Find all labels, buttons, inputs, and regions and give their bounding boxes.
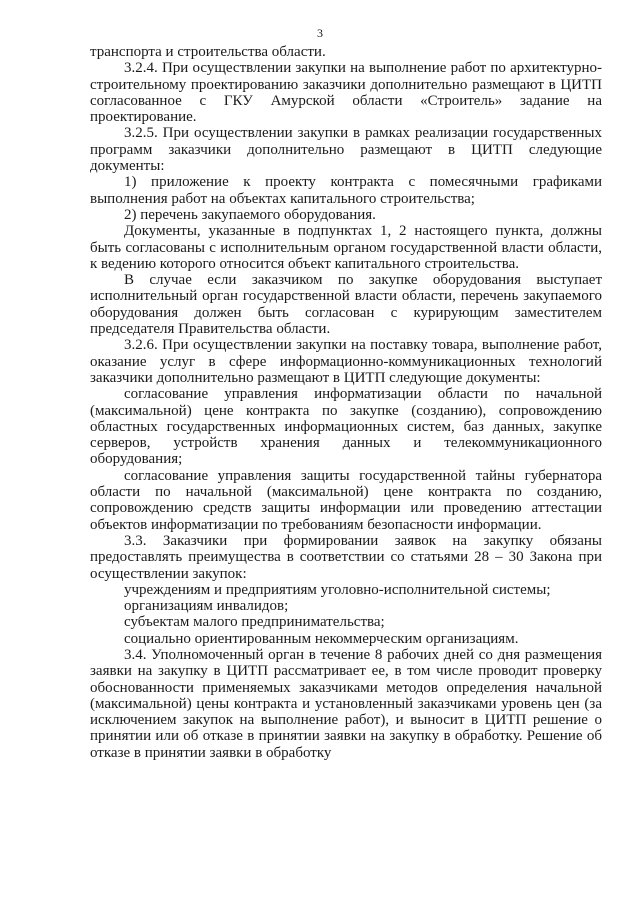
list-item-1: 1) приложение к проекту контракта с помесячными графиками выполнения работ на объектах капитального строительства; (90, 174, 602, 207)
paragraph-equipment-list: В случае если заказчиком по закупке оборудования выступает исполнительный орган государственной власти области, перечень закупаемого оборудования должен быть согласован с курирующим заместителем председателя Правительства области. (90, 272, 602, 338)
paragraph-3-3: 3.3. Заказчики при формировании заявок на закупку обязаны предоставлять преимущества в соответствии со статьями 28 – 30 Закона при осуществлении закупок: (90, 532, 602, 582)
paragraph-documents-approval: Документы, указанные в подпунктах 1, 2 настоящего пункта, должны быть согласованы с исполнительным органом государственной власти области, к ведению которого относится объект капитального строительства. (90, 223, 602, 272)
paragraph-3-2-5: 3.2.5. При осуществлении закупки в рамках реализации государственных программ заказчики дополнительно размещают в ЦИТП следующие документы: (90, 125, 602, 175)
list-item-penitentiary: учреждениям и предприятиям уголовно-исполнительной системы; (124, 581, 551, 598)
paragraph-security-approval: согласование управления защиты государственной тайны губернатора области по начальной (максимальной) цене контракта по созданию, сопровождению средств защиты информации или проведению аттестации объектов информатизации по требованиям безопасности информации. (90, 467, 602, 533)
list-item-2: 2) перечень закупаемого оборудования. (124, 206, 376, 223)
list-item-nonprofit: социально ориентированным некоммерческим организациям. (124, 630, 519, 647)
list-item-small-business: субъектам малого предпринимательства; (124, 614, 385, 631)
list-item-disabled-organizations: организациям инвалидов; (124, 598, 289, 615)
page-number: 3 (317, 26, 323, 40)
paragraph-informatization-approval: согласование управления информатизации области по начальной (максимальной) цене контракта по закупке (созданию), сопровождению областных государственных информационных систем, баз данных, закупке серверов, устройств хранения данных и телекоммуникационного оборудования; (90, 386, 602, 468)
paragraph-3-2-4: 3.2.4. При осуществлении закупки на выполнение работ по архитектурно-строительному проектированию заказчики дополнительно размещают в ЦИТП согласованное с ГКУ Амурской области «Строитель» задание на проектирование. (90, 60, 602, 126)
paragraph-3-4: 3.4. Уполномоченный орган в течение 8 рабочих дней со дня размещения заявки на закупку в ЦИТП рассматривает ее, в том числе проводит проверку обоснованности применяемых заказчиками методов определения начальной (максимальной) цены контракта и установленный заказчиками уровень цен (за исключением закупок на выполнение работ), и выносит в ЦИТП решение о принятии или об отказе в принятии заявки на закупку в обработку. Решение об отказе в принятии заявки в обработку (90, 646, 602, 761)
paragraph-continuation: транспорта и строительства области. (90, 44, 326, 60)
paragraph-3-2-6: 3.2.6. При осуществлении закупки на поставку товара, выполнение работ, оказание услуг в сфере информационно-коммуникационных технологий заказчики дополнительно размещают в ЦИТП следующие документы: (90, 337, 602, 386)
document-body (90, 44, 602, 761)
